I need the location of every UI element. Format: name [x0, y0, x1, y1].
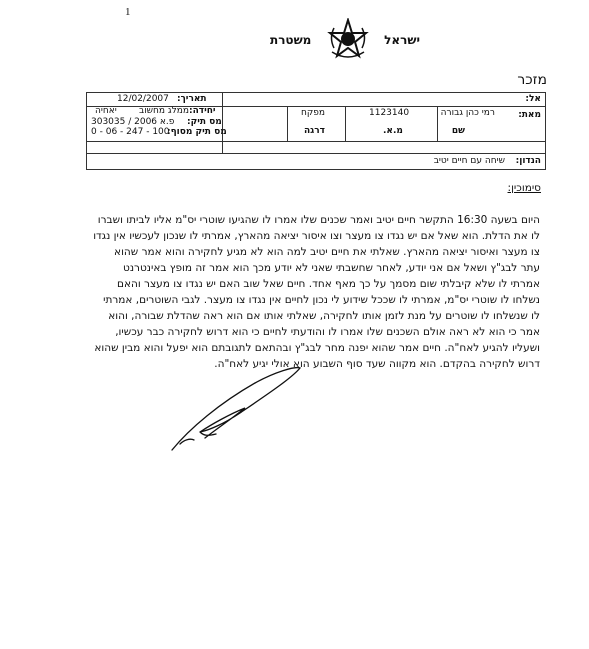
name-caption: שם [451, 126, 465, 136]
org-name-left: ישראל [384, 33, 420, 47]
signature [160, 358, 310, 458]
file-id-label: מס תיק מסוף: [167, 127, 227, 137]
page-number: 1 [125, 6, 131, 18]
memo-title: מזכר [517, 72, 547, 88]
id-value: 1123140 [369, 108, 410, 118]
subject-label: הנדון: [515, 156, 541, 166]
references-heading: סימוכין: [507, 182, 541, 194]
file-no-label: מס תיק: [187, 117, 222, 127]
unit-value: ממלג מחשוב [139, 106, 189, 116]
memo-body-text: היום בשעה 16:30 התקשר חיים יטיב ואמר שכנים שלו אמרו לו שהגיעו שוטרי יס"מ אליו לביתו ושברו לו את הדלת. הוא שאל אם יש נגדו צו מעצר וצו איסור יציאה מהארץ, אמרתי לו שנכון לעכשיו אין נגדו צו מעצר ואיסור יציאה מהארץ. שאלתי את חיים יטיב למה הוא לא מגיע לחקירה והוא אמר שהוא עתר לבג"ץ ושאל אם אני יודע, לאחר שחשבתי שאני לא יודע מכך הוא אמר זה מופץ באינטרנט אמרתי לו שלא קיבלתי שום מסמך על כך מאף אחד. חיים שאל שוב האם יש נגדו צו מעצר והאם נשלחו לו שוטרי יס"מ, אמרתי לו שככל שידוע לי נכון לחיים אין נגדו צו מעצר. לגבי השוטרים, אמרתי לו שנשלחו לו שוטרים על מנת לזמן אותו לחקירה, שאלתי אותו אם הוא ראה שהדלת שבורה, והוא אמר כי הוא לא ראה אולם השכנים שלו אמרו לו והודעתי לחיים כי הוא דרוש לחקירה כבר עכשיו, ושעליו להגיע לאח"ה. חיים אמר שהוא יפנה מחר לבג"ץ ובהתאם לתגובתם הוא יפעל והוא מבין שהוא דרוש לחקירה בהקדם. הוא מקווה שעד סוף השבוע הוא אולי יגיע לאח"ה. [93, 214, 540, 370]
police-emblem-icon [326, 18, 370, 62]
name-value: רמי כהן גבורה [440, 108, 495, 118]
memo-header-form [86, 92, 546, 170]
org-name-right: משטרת [270, 33, 312, 47]
file-id-value: 100 - 247 - 06 - 0 [91, 127, 170, 137]
rank-value: מפקח [301, 108, 325, 118]
to-label: אל: [525, 94, 541, 104]
date-label: תאריך: [177, 94, 207, 104]
rank-caption: דרגה [304, 126, 325, 136]
from-label: מאת: [518, 110, 541, 120]
letterhead [270, 18, 420, 62]
subject-value: שיחה עם חיים יטיב [433, 156, 505, 166]
file-no-value: פ.א 2006 / 303035 [91, 117, 175, 127]
id-caption: מ.א. [383, 126, 403, 136]
unit-extra: יאחיה [95, 106, 117, 116]
date-value: 12/02/2007 [117, 94, 169, 104]
unit-label: יחידה: [189, 106, 216, 116]
